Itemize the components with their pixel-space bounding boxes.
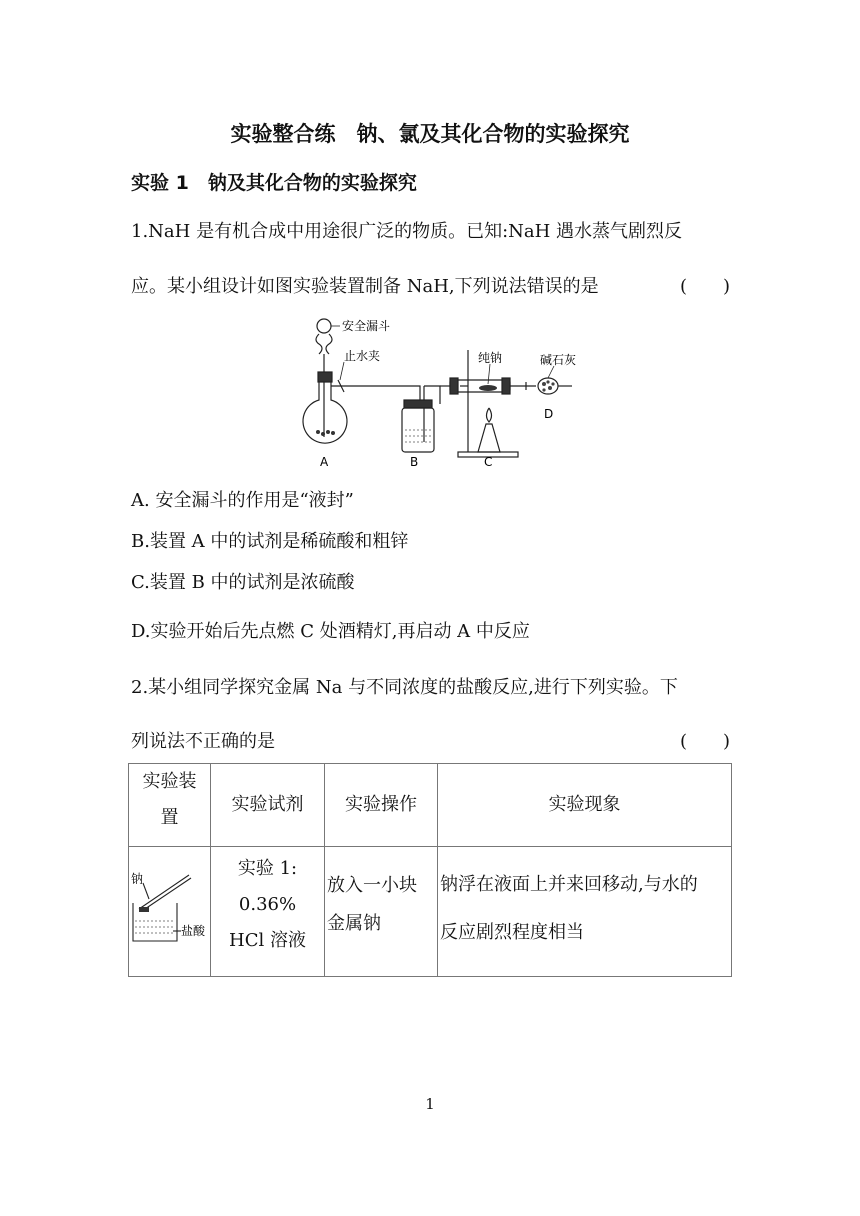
label-b: B xyxy=(410,455,419,469)
label-d: D xyxy=(544,407,554,421)
q1-stem-line1: 1.NaH 是有机合成中用途很广泛的物质。已知:NaH 遇水蒸气剧烈反 xyxy=(131,221,683,242)
label-soda-lime: 碱石灰 xyxy=(540,353,577,367)
q1-option-b: B.装置 A 中的试剂是稀硫酸和粗锌 xyxy=(131,531,409,552)
experiment-table xyxy=(128,763,732,977)
beaker-label-sodium: 钠 xyxy=(131,872,144,886)
operation-cell: 放入一小块 金属钠 xyxy=(325,847,438,977)
label-pure-sodium: 纯钠 xyxy=(478,351,503,365)
header-reagent: 实验试剂 xyxy=(211,764,325,847)
label-a: A xyxy=(320,455,329,469)
table-row xyxy=(129,847,732,977)
page-number: 1 xyxy=(425,1095,435,1113)
table-header-row xyxy=(129,764,732,847)
q2-answer-blank: ( ) xyxy=(679,731,730,752)
header-apparatus: 实验装 置 xyxy=(129,764,211,847)
q2-stem-line1: 2.某小组同学探究金属 Na 与不同浓度的盐酸反应,进行下列实验。下 xyxy=(131,677,678,698)
page-title: 实验整合练 钠、氯及其化合物的实验探究 xyxy=(230,122,630,146)
section-heading: 实验 1 钠及其化合物的实验探究 xyxy=(131,172,417,194)
label-water-clamp: 止水夹 xyxy=(344,349,381,363)
q2-stem-line2: 列说法不正确的是 xyxy=(131,731,275,752)
q1-option-d: D.实验开始后先点燃 C 处酒精灯,再启动 A 中反应 xyxy=(131,621,530,642)
reagent-cell: 实验 1: 0.36% HCl 溶液 xyxy=(211,847,325,977)
header-phenomenon: 实验现象 xyxy=(438,764,732,847)
apparatus-cell xyxy=(129,847,211,977)
phenomenon-cell: 钠浮在液面上并来回移动,与水的 反应剧烈程度相当 xyxy=(438,847,732,977)
beaker-label-acid: 盐酸 xyxy=(181,924,206,938)
label-safety-funnel: 安全漏斗 xyxy=(342,319,391,333)
label-c: C xyxy=(484,455,493,469)
q1-answer-blank: ( ) xyxy=(679,276,730,297)
beaker-diagram xyxy=(129,865,210,945)
nah-apparatus-diagram xyxy=(300,312,600,472)
q1-option-c: C.装置 B 中的试剂是浓硫酸 xyxy=(131,572,355,593)
q1-stem-line2: 应。某小组设计如图实验装置制备 NaH,下列说法错误的是 xyxy=(131,276,599,297)
q1-option-a: A. 安全漏斗的作用是“液封” xyxy=(131,490,354,511)
header-operation: 实验操作 xyxy=(325,764,438,847)
